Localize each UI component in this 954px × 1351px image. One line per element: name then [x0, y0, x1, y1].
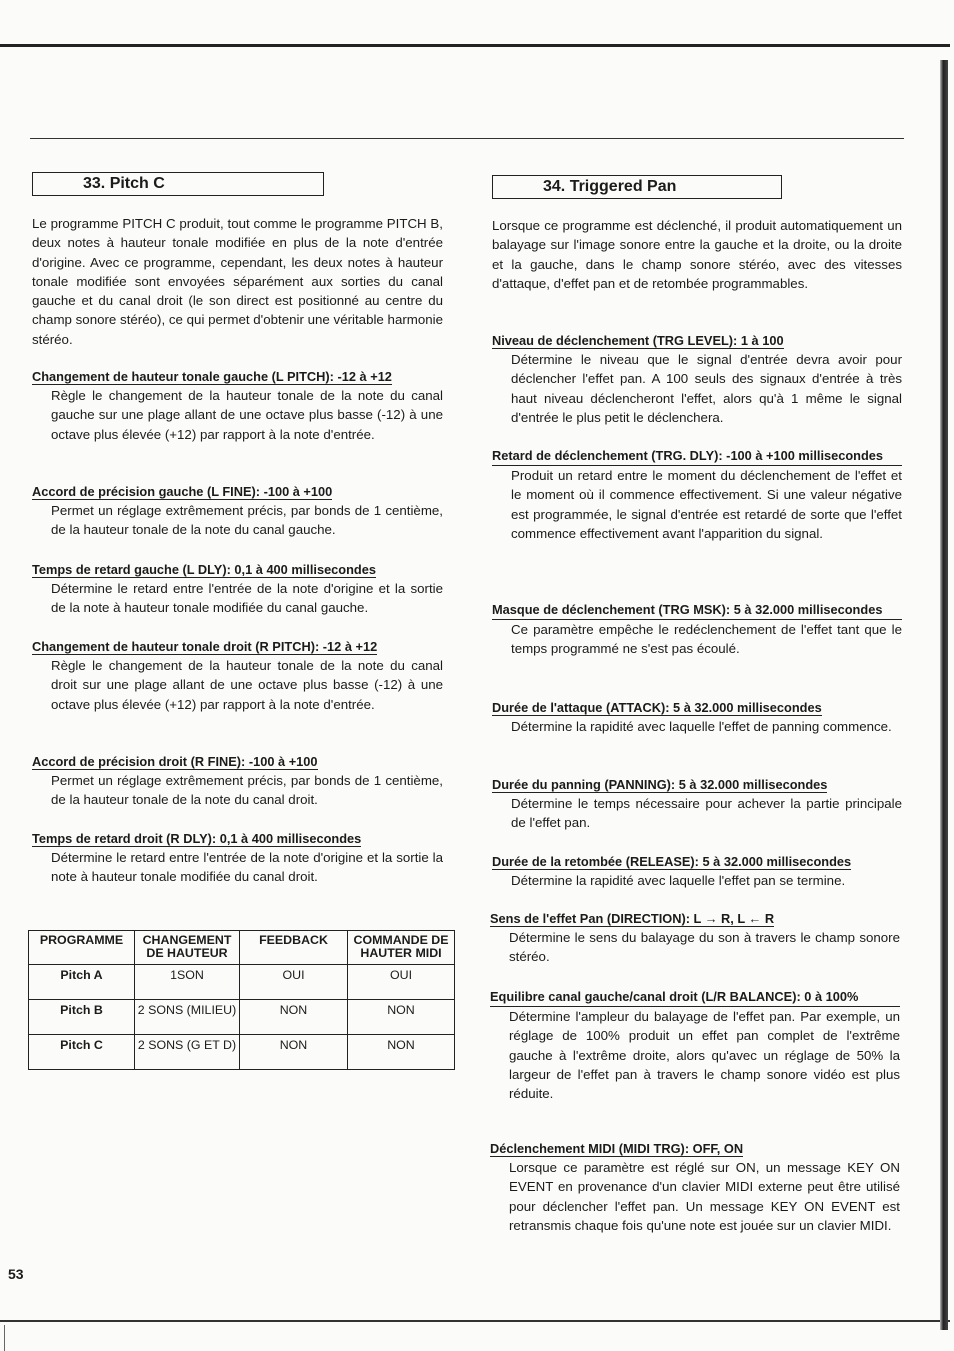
table-cell: NON	[348, 1000, 455, 1035]
table-row	[29, 965, 455, 1000]
page-number: 53	[8, 1266, 24, 1282]
param-description: Détermine la rapidité avec laquelle l'effet pan se termine.	[511, 873, 846, 888]
param-midi-trg	[490, 1140, 900, 1235]
param-description: Lorsque ce paramètre est réglé sur ON, un message KEY ON EVENT en provenance d'un clavier MIDI externe peut être utilisé pour déclencher l'effet pan. Un message KEY ON EVENT est retransmis chaque fois qu'une note est jouée sur un clavier MIDI.	[509, 1160, 900, 1233]
param-title: Durée du panning (PANNING): 5 à 32.000 millisecondes	[492, 777, 828, 792]
table-cell: OUI	[348, 965, 455, 1000]
table-cell: NON	[240, 1000, 348, 1035]
table-header-row	[29, 931, 455, 965]
table-header-cell: FEEDBACK	[240, 931, 348, 965]
param-description: Permet un réglage extrêmement précis, par bonds de 1 centième, de la hauteur tonale de la note du canal gauche.	[51, 503, 443, 538]
param-l-fine	[32, 483, 443, 540]
param-description: Ce paramètre empêche le redéclenchement de l'effet tant que le temps programmé ne s'est pas écoulé.	[511, 622, 902, 657]
table-cell: 1SON	[135, 965, 240, 1000]
param-description: Détermine le retard entre l'entrée de la note d'origine et la sortie de la note à hauteur tonale modifiée du canal gauche.	[51, 581, 443, 616]
param-title: Changement de hauteur tonale gauche (L PITCH): -12 à +12	[32, 369, 392, 384]
param-description: Règle le changement de la hauteur tonale de la note du canal gauche sur une plage allant de une octave plus basse (-12) à une octave plus élevée (+12) par rapport à la note d'entrée.	[51, 388, 443, 442]
param-title: Durée de la retombée (RELEASE): 5 à 32.000 millisecondes	[492, 854, 852, 869]
param-description: Produit un retard entre le moment du déclenchement de l'effet et le moment où il commence effectivement. Si une valeur négative est programmée, le signal d'entrée est retardé de sorte que l'effet commence effectivement avant l'apparition du signal.	[511, 468, 902, 541]
table-cell: 2 SONS (MILIEU)	[135, 1000, 240, 1035]
param-release	[492, 853, 902, 890]
table-cell: OUI	[240, 965, 348, 1000]
param-title: Retard de déclenchement (TRG. DLY): -100 à +100 millisecondes	[492, 447, 902, 466]
table-header-cell: CHANGEMENT DE HAUTEUR	[135, 931, 240, 965]
table-cell: Pitch B	[29, 1000, 135, 1035]
param-description: Détermine la rapidité avec laquelle l'effet de panning commence.	[511, 719, 892, 734]
param-title: Masque de déclenchement (TRG MSK): 5 à 32.000 millisecondes	[492, 601, 902, 620]
table-row	[29, 1035, 455, 1070]
table-row	[29, 1000, 455, 1035]
table-header-cell: COMMANDE DE HAUTER MIDI	[348, 931, 455, 965]
param-panning	[492, 776, 902, 833]
param-l-dly	[32, 561, 443, 618]
top-rule	[0, 44, 950, 47]
param-description: Détermine le niveau que le signal d'entrée devra avoir pour déclencher l'effet pan. A 100 seuls des signaux d'entrée à très haut niveau déclencheront l'effet, alors qu'à 1 même le signal d'entrée le plus petit le déclenchera.	[511, 352, 902, 425]
param-description: Règle le changement de la hauteur tonale de la note du canal droit sur une plage allant de une octave plus basse (-12) à une octave plus élevée (+12) par rapport à la note d'entrée.	[51, 658, 443, 712]
intro-paragraph: Lorsque ce programme est déclenché, il produit automatiquement un balayage sur l'image sonore entre la gauche et la droite, ou la droite et la gauche, dans le champ sonore stéréo, avec des vitesses d'attaque, d'effet pan et de retombée programmables.	[492, 218, 902, 291]
intro-paragraph: Le programme PITCH C produit, tout comme le programme PITCH B, deux notes à hauteur tonale modifiée en plus de la note d'entrée d'origine. Avec ce programme, cependant, les deux notes à hauteur tonale modifiée sont envoyées séparément aux sorties du canal gauche et du canal droit (le son direct est positionné au centre du champ sonore stéréo), ce qui permet d'obtenir une véritable harmonie stéréo.	[32, 216, 443, 347]
param-title: Equilibre canal gauche/canal droit (L/R BALANCE): 0 à 100%	[490, 988, 900, 1007]
param-description: Détermine l'ampleur du balayage de l'effet pan. Par exemple, un réglage de 100% produit un effet pan complet de l'extrême gauche à l'extrême droite, alors qu'avec un réglage de 50% la largeur de l'effet pan à travers le champ sonore vidéo est plus réduite.	[509, 1009, 900, 1102]
param-title: Niveau de déclenchement (TRG LEVEL): 1 à 100	[492, 333, 784, 348]
param-r-dly	[32, 830, 443, 887]
param-title: Accord de précision droit (R FINE): -100 à +100	[32, 754, 318, 769]
param-title: Accord de précision gauche (L FINE): -100 à +100	[32, 484, 333, 499]
table-header-cell: PROGRAMME	[29, 931, 135, 965]
param-l-pitch	[32, 368, 443, 444]
param-trg-msk	[492, 601, 902, 659]
param-description: Détermine le sens du balayage du son à travers le champ sonore stéréo.	[509, 930, 900, 965]
param-trg-level	[492, 332, 902, 427]
param-attack	[492, 699, 902, 736]
param-title: Déclenchement MIDI (MIDI TRG): OFF, ON	[490, 1141, 744, 1156]
table-cell: NON	[240, 1035, 348, 1070]
param-title: Temps de retard gauche (L DLY): 0,1 à 400 millisecondes	[32, 562, 376, 577]
table-cell: Pitch A	[29, 965, 135, 1000]
param-title: Durée de l'attaque (ATTACK): 5 à 32.000 millisecondes	[492, 700, 822, 715]
param-r-fine	[32, 753, 443, 810]
param-description: Détermine le retard entre l'entrée de la note d'origine et la sortie la note à hauteur tonale modifiée du canal droit.	[51, 850, 443, 885]
param-lr-balance	[490, 988, 900, 1103]
param-title: Sens de l'effet Pan (DIRECTION): L → R, L ← R	[490, 911, 775, 926]
param-trg-dly	[492, 447, 902, 543]
table-cell: Pitch C	[29, 1035, 135, 1070]
page-edge-shadow	[940, 60, 948, 1330]
param-description: Détermine le temps nécessaire pour achever la partie principale de l'effet pan.	[511, 796, 902, 831]
param-r-pitch	[32, 638, 443, 714]
param-description: Permet un réglage extrêmement précis, par bonds de 1 centième, de la hauteur tonale de la note du canal droit.	[51, 773, 443, 808]
bottom-rule	[0, 1320, 950, 1322]
section-title-triggered-pan: 34. Triggered Pan	[492, 175, 782, 199]
table-cell: 2 SONS (G ET D)	[135, 1035, 240, 1070]
param-title: Changement de hauteur tonale droit (R PITCH): -12 à +12	[32, 639, 378, 654]
param-direction	[490, 910, 900, 967]
section-title-pitch-c: 33. Pitch C	[32, 172, 324, 196]
table-cell: NON	[348, 1035, 455, 1070]
page-edge-mark	[4, 1325, 5, 1351]
param-title: Temps de retard droit (R DLY): 0,1 à 400 millisecondes	[32, 831, 362, 846]
header-rule	[30, 138, 904, 139]
program-table	[28, 930, 455, 1070]
